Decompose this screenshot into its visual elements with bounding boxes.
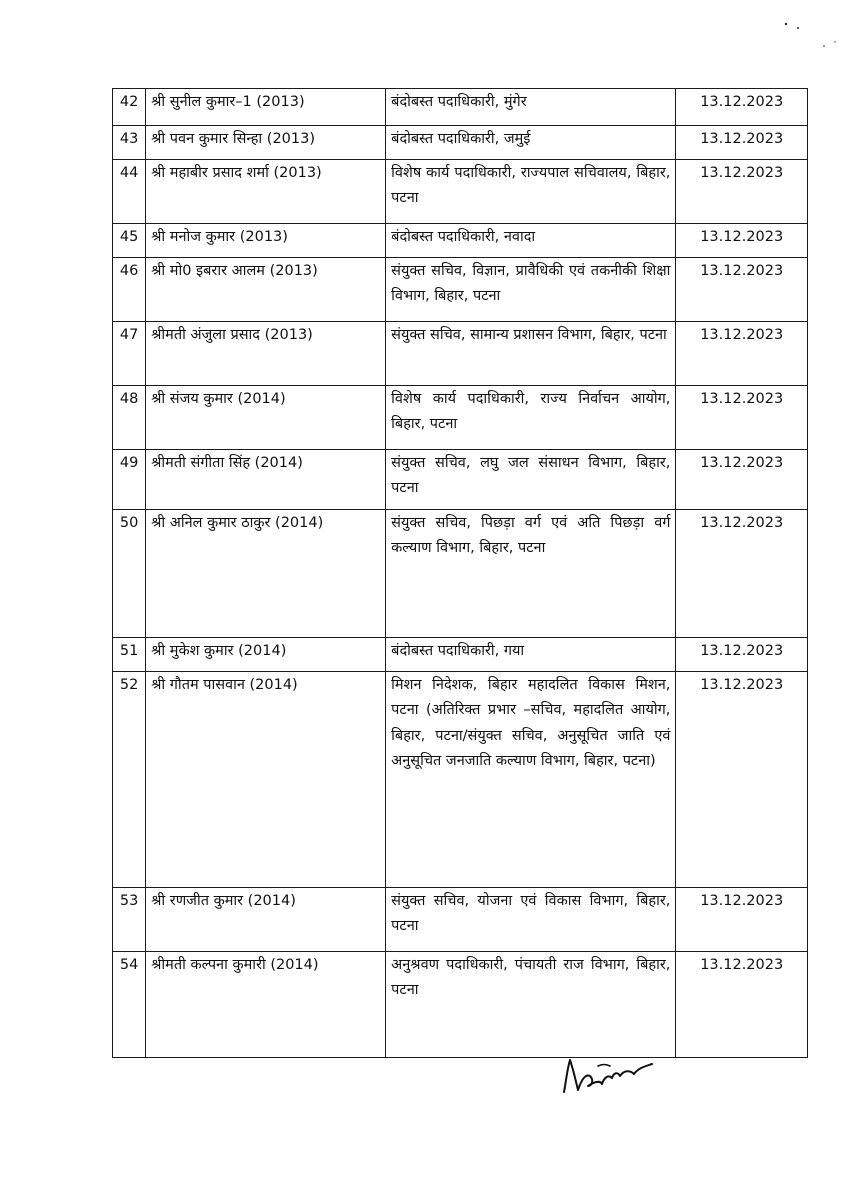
officer-name: श्री रणजीत कुमार (2014) xyxy=(146,888,386,952)
serial-number: 44 xyxy=(113,160,146,224)
signature-initials xyxy=(558,1052,658,1096)
serial-number: 54 xyxy=(113,952,146,1058)
officer-name: श्री महाबीर प्रसाद शर्मा (2013) xyxy=(146,160,386,224)
serial-number: 50 xyxy=(113,510,146,638)
table-row xyxy=(113,258,808,322)
officer-name: श्रीमती संगीता सिंह (2014) xyxy=(146,450,386,510)
table-row xyxy=(113,322,808,386)
posting-designation: बंदोबस्त पदाधिकारी, जमुई xyxy=(386,126,676,160)
posting-designation: संयुक्त सचिव, पिछड़ा वर्ग एवं अति पिछड़ा वर्ग कल्याण विभाग, बिहार, पटना xyxy=(386,510,676,638)
table-row xyxy=(113,638,808,672)
table-row xyxy=(113,224,808,258)
serial-number: 48 xyxy=(113,386,146,450)
serial-number: 47 xyxy=(113,322,146,386)
posting-date: 13.12.2023 xyxy=(676,224,808,258)
posting-designation: संयुक्त सचिव, योजना एवं विकास विभाग, बिहार, पटना xyxy=(386,888,676,952)
posting-date: 13.12.2023 xyxy=(676,888,808,952)
posting-date: 13.12.2023 xyxy=(676,510,808,638)
officer-name: श्री मुकेश कुमार (2014) xyxy=(146,638,386,672)
officer-name: श्री मो0 इबरार आलम (2013) xyxy=(146,258,386,322)
serial-number: 53 xyxy=(113,888,146,952)
officer-name: श्रीमती अंजुला प्रसाद (2013) xyxy=(146,322,386,386)
posting-table xyxy=(112,88,808,1058)
table-row xyxy=(113,672,808,888)
officer-name: श्री संजय कुमार (2014) xyxy=(146,386,386,450)
scan-speck-marks xyxy=(780,12,840,52)
posting-designation: अनुश्रवण पदाधिकारी, पंचायती राज विभाग, बिहार, पटना xyxy=(386,952,676,1058)
posting-date: 13.12.2023 xyxy=(676,672,808,888)
posting-date: 13.12.2023 xyxy=(676,126,808,160)
posting-date: 13.12.2023 xyxy=(676,160,808,224)
posting-designation: संयुक्त सचिव, लघु जल संसाधन विभाग, बिहार, पटना xyxy=(386,450,676,510)
posting-date: 13.12.2023 xyxy=(676,450,808,510)
posting-designation: मिशन निदेशक, बिहार महादलित विकास मिशन, पटना (अतिरिक्त प्रभार –सचिव, महादलित आयोग, बिहार, पटना/संयुक्त सचिव, अनुसूचित जाति एवं अनुसूचित जनजाति कल्याण विभाग, बिहार, पटना) xyxy=(386,672,676,888)
serial-number: 42 xyxy=(113,89,146,126)
posting-date: 13.12.2023 xyxy=(676,386,808,450)
officer-name: श्री सुनील कुमार–1 (2013) xyxy=(146,89,386,126)
posting-date: 13.12.2023 xyxy=(676,89,808,126)
serial-number: 49 xyxy=(113,450,146,510)
table-row xyxy=(113,450,808,510)
posting-date: 13.12.2023 xyxy=(676,322,808,386)
table-row xyxy=(113,89,808,126)
serial-number: 52 xyxy=(113,672,146,888)
serial-number: 51 xyxy=(113,638,146,672)
posting-designation: विशेष कार्य पदाधिकारी, राज्यपाल सचिवालय, बिहार, पटना xyxy=(386,160,676,224)
posting-date: 13.12.2023 xyxy=(676,258,808,322)
posting-date: 13.12.2023 xyxy=(676,952,808,1058)
posting-designation: संयुक्त सचिव, विज्ञान, प्रावैधिकी एवं तकनीकी शिक्षा विभाग, बिहार, पटना xyxy=(386,258,676,322)
table-row xyxy=(113,510,808,638)
table-row xyxy=(113,952,808,1058)
serial-number: 43 xyxy=(113,126,146,160)
officer-name: श्री अनिल कुमार ठाकुर (2014) xyxy=(146,510,386,638)
posting-designation: बंदोबस्त पदाधिकारी, मुंगेर xyxy=(386,89,676,126)
officer-name: श्री मनोज कुमार (2013) xyxy=(146,224,386,258)
serial-number: 45 xyxy=(113,224,146,258)
posting-date: 13.12.2023 xyxy=(676,638,808,672)
posting-designation: बंदोबस्त पदाधिकारी, गया xyxy=(386,638,676,672)
posting-designation: विशेष कार्य पदाधिकारी, राज्य निर्वाचन आयोग, बिहार, पटना xyxy=(386,386,676,450)
table-row xyxy=(113,386,808,450)
posting-designation: संयुक्त सचिव, सामान्य प्रशासन विभाग, बिहार, पटना xyxy=(386,322,676,386)
officer-name: श्रीमती कल्पना कुमारी (2014) xyxy=(146,952,386,1058)
table-row xyxy=(113,160,808,224)
table-row xyxy=(113,888,808,952)
officer-name: श्री गौतम पासवान (2014) xyxy=(146,672,386,888)
serial-number: 46 xyxy=(113,258,146,322)
table-row xyxy=(113,126,808,160)
posting-designation: बंदोबस्त पदाधिकारी, नवादा xyxy=(386,224,676,258)
officer-name: श्री पवन कुमार सिन्हा (2013) xyxy=(146,126,386,160)
